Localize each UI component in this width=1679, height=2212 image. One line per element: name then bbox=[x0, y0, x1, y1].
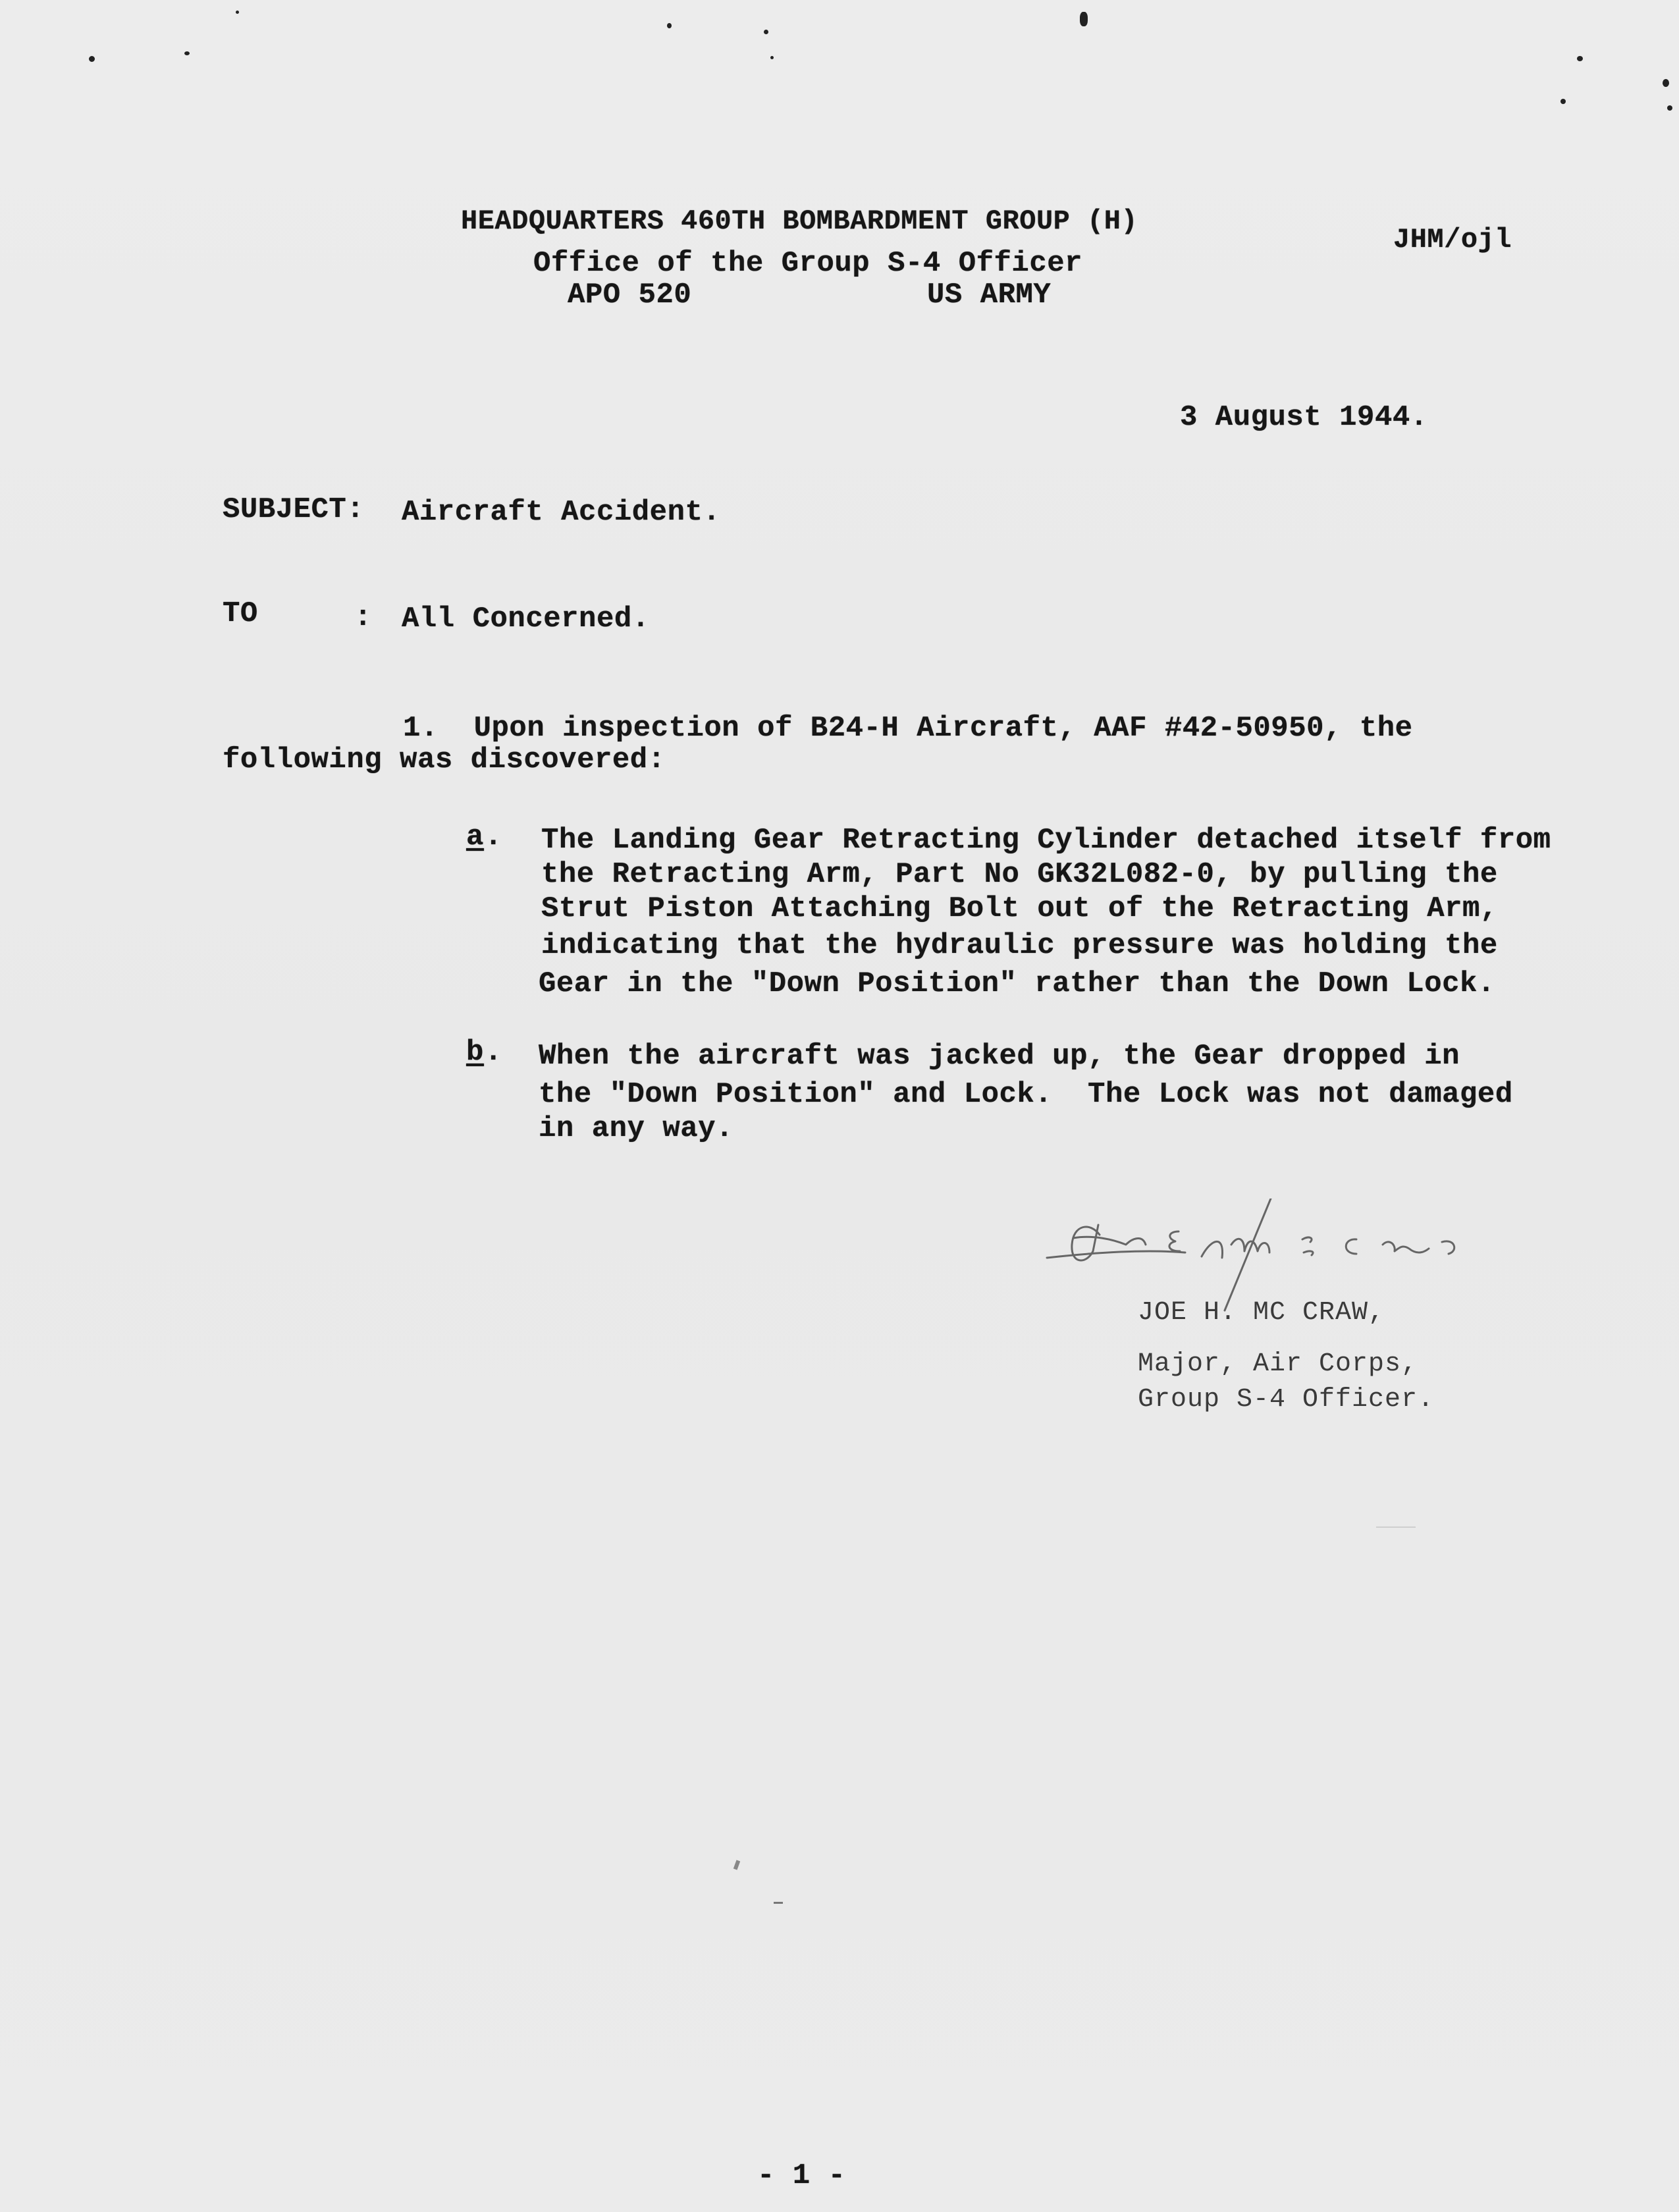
item-a-line: The Landing Gear Retracting Cylinder detached itself from bbox=[541, 824, 1551, 857]
item-b-line: When the aircraft was jacked up, the Gear dropped in bbox=[539, 1040, 1460, 1073]
item-a-line: Gear in the "Down Position" rather than the Down Lock. bbox=[539, 967, 1495, 1000]
scan-speck bbox=[236, 11, 239, 14]
reference-initials: JHM/ojl bbox=[1393, 224, 1512, 256]
page-number: - 1 - bbox=[757, 2159, 846, 2192]
scan-speck bbox=[1667, 105, 1672, 111]
paragraph-1-line-1: 1. Upon inspection of B24-H Aircraft, AAF #42-50950, the bbox=[403, 712, 1413, 745]
paragraph-1-line-2: following was discovered: bbox=[223, 743, 666, 776]
signer-title: Group S-4 Officer. bbox=[1138, 1385, 1435, 1415]
item-a-line: the Retracting Arm, Part No GK32L082-0, by pulling the bbox=[541, 858, 1498, 891]
scan-mark bbox=[733, 1860, 740, 1870]
scan-mark bbox=[1376, 1526, 1416, 1528]
item-b-dot: . bbox=[485, 1036, 502, 1069]
item-b-line: in any way. bbox=[539, 1112, 733, 1145]
signer-rank: Major, Air Corps, bbox=[1138, 1349, 1418, 1379]
header-line-2: Office of the Group S-4 Officer bbox=[533, 247, 1083, 280]
scan-speck bbox=[764, 30, 768, 34]
scan-speck bbox=[770, 56, 774, 59]
header-us-army: US ARMY bbox=[927, 279, 1052, 311]
subject-value: Aircraft Accident. bbox=[402, 496, 721, 529]
scan-speck bbox=[89, 56, 95, 62]
subject-label: SUBJECT: bbox=[223, 493, 365, 526]
item-b-line: the "Down Position" and Lock. The Lock was not damaged bbox=[539, 1078, 1513, 1111]
item-a-dot: . bbox=[485, 821, 502, 853]
scan-mark bbox=[774, 1902, 783, 1904]
item-b-marker: b bbox=[466, 1036, 484, 1069]
scan-speck bbox=[184, 51, 190, 55]
signer-name: JOE H. MC CRAW, bbox=[1138, 1298, 1385, 1328]
letter-date: 3 August 1944. bbox=[1180, 401, 1428, 434]
item-a-line: indicating that the hydraulic pressure was holding the bbox=[541, 929, 1498, 962]
scan-speck bbox=[1663, 79, 1669, 87]
item-a-line: Strut Piston Attaching Bolt out of the Retracting Arm, bbox=[541, 892, 1498, 925]
to-colon: : bbox=[354, 601, 372, 634]
scan-speck bbox=[667, 23, 672, 28]
scan-speck bbox=[1577, 56, 1583, 61]
to-value: All Concerned. bbox=[402, 603, 650, 635]
item-a-marker: a bbox=[466, 821, 484, 853]
scan-speck bbox=[1080, 12, 1088, 26]
header-line-1: HEADQUARTERS 460TH BOMBARDMENT GROUP (H) bbox=[461, 205, 1138, 237]
to-label: TO bbox=[223, 597, 258, 630]
header-apo: APO 520 bbox=[568, 279, 692, 311]
scan-speck bbox=[1560, 99, 1566, 104]
